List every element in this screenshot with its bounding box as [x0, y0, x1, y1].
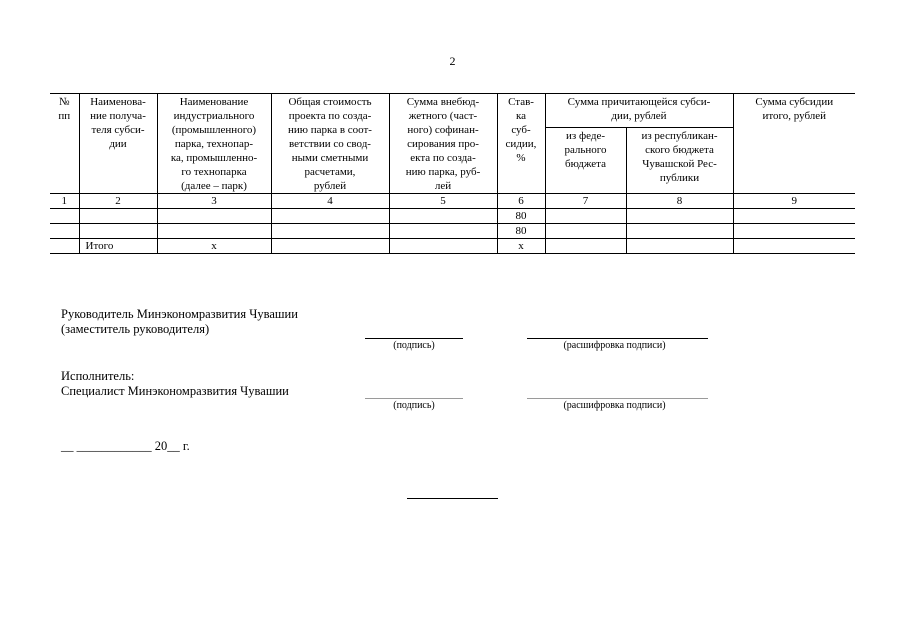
total-label: Итого — [79, 239, 157, 254]
column-number: 1 — [50, 194, 79, 209]
table-cell — [79, 224, 157, 239]
table-cell — [389, 209, 497, 224]
table-cell — [50, 224, 79, 239]
executor-signature-line — [365, 398, 463, 399]
head-name-line — [527, 338, 708, 339]
rate-cell: 80 — [497, 224, 545, 239]
table-cell — [626, 239, 733, 254]
table-cell — [50, 239, 79, 254]
table-row — [50, 224, 855, 239]
table-cell — [271, 239, 389, 254]
subsidy-table — [50, 93, 855, 254]
executor-signature-title — [61, 369, 289, 399]
footer-rule — [407, 498, 498, 499]
table-cell — [271, 209, 389, 224]
head-title-line: (заместитель руководителя) — [61, 322, 210, 336]
table-cell — [545, 239, 626, 254]
header-total-cost: Общая стоимость проекта по созда- нию парка в соот- ветствии со свод- ными сметными расчетами, рублей — [271, 94, 389, 194]
date-field: __ ____________ 20__ г. — [61, 439, 190, 453]
executor-title-line: Специалист Минэкономразвития Чувашии — [61, 384, 289, 398]
table-cell — [79, 209, 157, 224]
total-row — [50, 239, 855, 254]
header-row-number: № пп — [50, 94, 79, 194]
column-number: 2 — [79, 194, 157, 209]
total-rate-mark: х — [497, 239, 545, 254]
head-name-caption: (расшифровка подписи) — [563, 340, 666, 351]
column-number: 7 — [545, 194, 626, 209]
column-number: 3 — [157, 194, 271, 209]
header-recipient: Наименова- ние получа- теля субси- дии — [79, 94, 157, 194]
table-cell — [626, 209, 733, 224]
table-cell — [733, 224, 855, 239]
executor-signature-caption: (подпись) — [393, 400, 435, 411]
table-cell — [271, 224, 389, 239]
head-signature-line — [365, 338, 463, 339]
head-title-line: Руководитель Минэкономразвития Чувашии — [61, 307, 298, 321]
table-cell — [733, 239, 855, 254]
table-cell — [545, 209, 626, 224]
executor-name-caption: (расшифровка подписи) — [563, 400, 666, 411]
table-row — [50, 209, 855, 224]
header-republic-budget: из республикан- ского бюджета Чувашской Рес- публики — [626, 128, 733, 194]
head-signature-title — [61, 307, 298, 337]
column-number: 6 — [497, 194, 545, 209]
table-cell — [157, 209, 271, 224]
column-number: 8 — [626, 194, 733, 209]
header-cofinancing: Сумма внебюд- жетного (част- ного) софинан- сирования про- екта по созда- нию парка, руб- лей — [389, 94, 497, 194]
header-rate: Став- ка суб- сидии, % — [497, 94, 545, 194]
header-subsidy-due-group: Сумма причитающейся субси- дии, рублей — [545, 94, 733, 128]
header-park-name: Наименование индустриального (промышленного) парка, технопар- ка, промышленно- го технопарка (далее – парк) — [157, 94, 271, 194]
header-federal-budget: из феде- рального бюджета — [545, 128, 626, 194]
column-numbers-row — [50, 194, 855, 209]
total-park-mark: х — [157, 239, 271, 254]
table-cell — [50, 209, 79, 224]
head-signature-caption: (подпись) — [393, 340, 435, 351]
table-cell — [157, 224, 271, 239]
page-number: 2 — [449, 54, 456, 68]
table-cell — [389, 224, 497, 239]
column-number: 5 — [389, 194, 497, 209]
table-cell — [545, 224, 626, 239]
table-cell — [389, 239, 497, 254]
executor-title-line: Исполнитель: — [61, 369, 135, 383]
header-subsidy-total: Сумма субсидии итого, рублей — [733, 94, 855, 194]
table-cell — [626, 224, 733, 239]
table-cell — [733, 209, 855, 224]
column-number: 9 — [733, 194, 855, 209]
rate-cell: 80 — [497, 209, 545, 224]
executor-name-line — [527, 398, 708, 399]
column-number: 4 — [271, 194, 389, 209]
